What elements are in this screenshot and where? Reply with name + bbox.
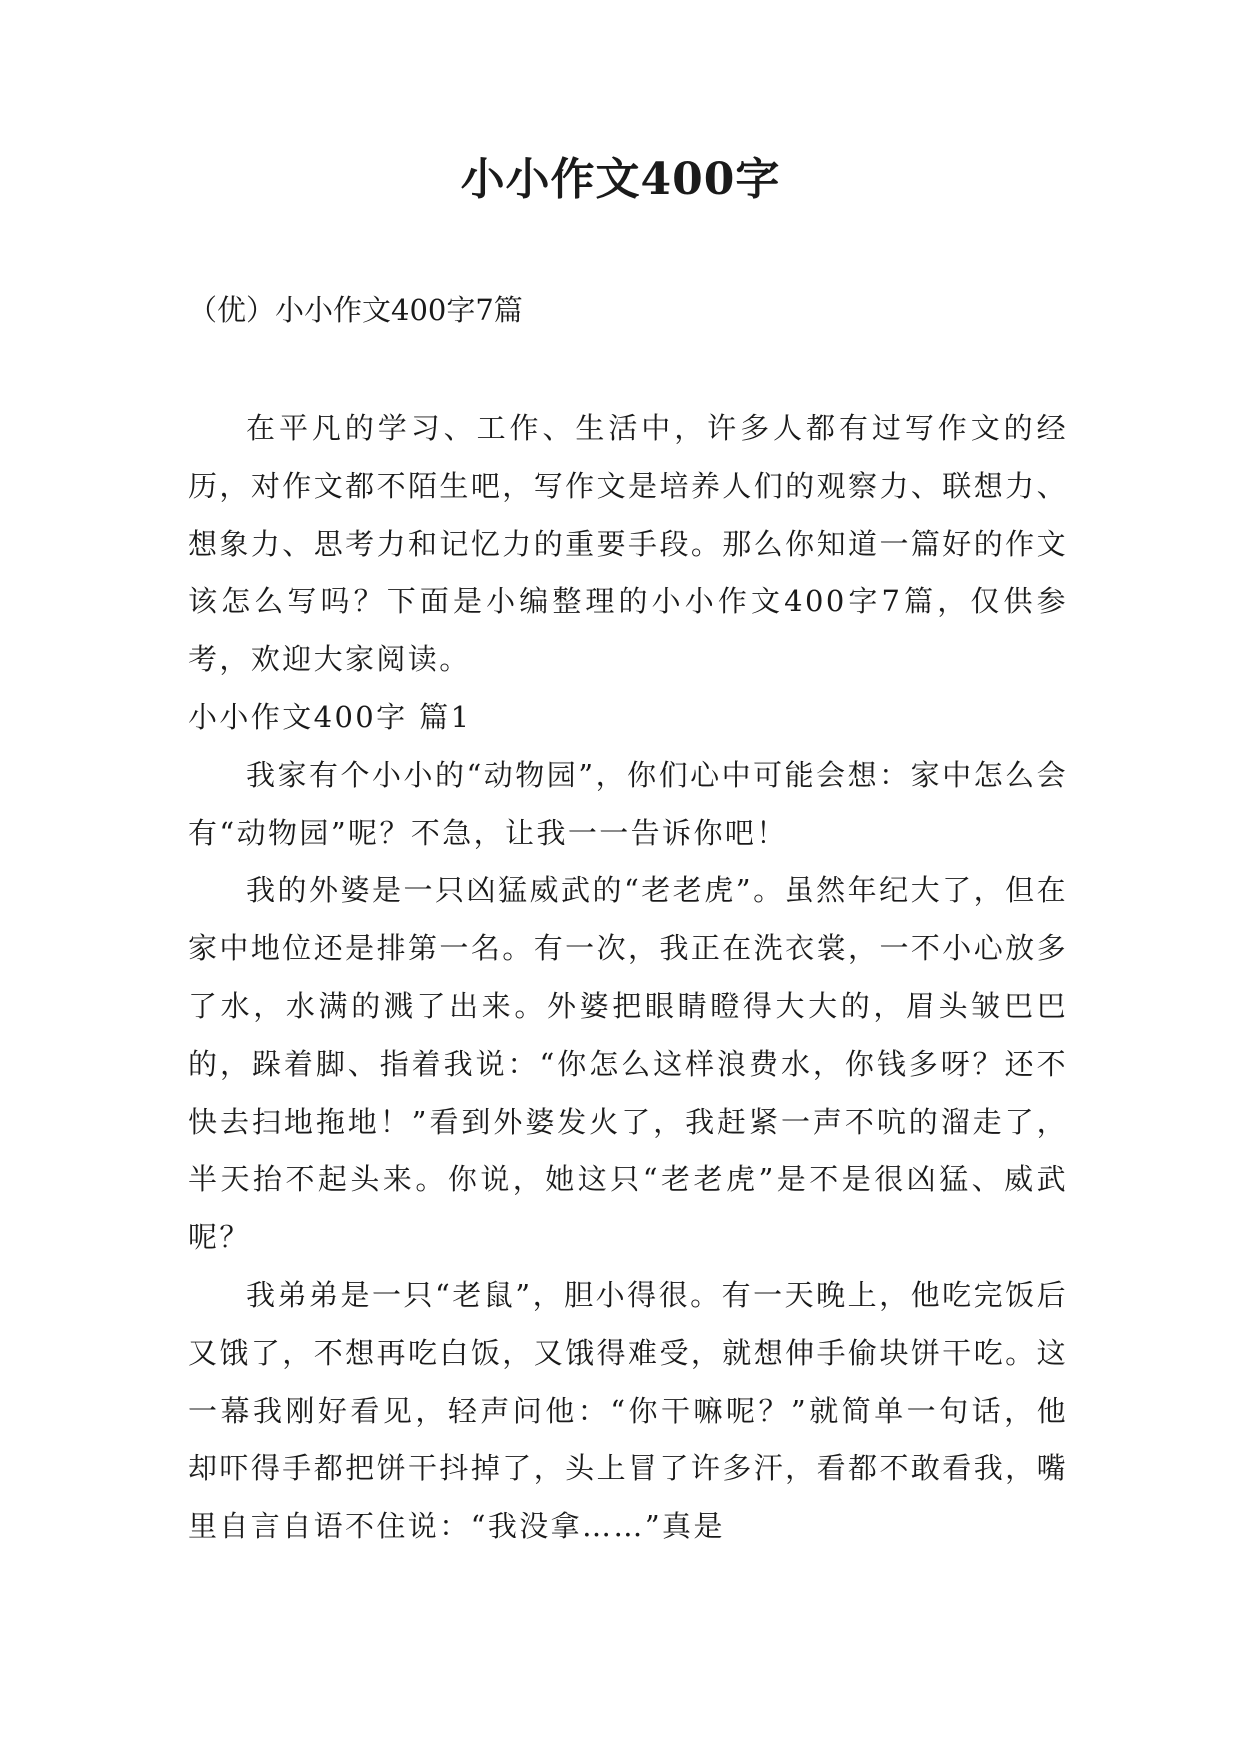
paragraph: 我家有个小小的“动物园”，你们心中可能会想：家中怎么会有“动物园”呢？不急，让我一一告诉你吧！ (188, 757, 1068, 850)
document-subtitle: （优）小小作文400字7篇 (188, 293, 523, 327)
paragraph: 我弟弟是一只“老鼠”，胆小得很。有一天晚上，他吃完饭后又饿了，不想再吃白饭，又饿得难受，就想伸手偷块饼干吃。这一幕我刚好看见，轻声问他：“你干嘛呢？”就简单一句话，他却吓得手都把饼干抖掉了，头上冒了许多汗，看都不敢看我，嘴里自言自语不住说：“我没拿……”真是 (188, 1277, 1068, 1544)
document-body (188, 400, 1068, 1556)
section-heading: 小小作文400字 篇1 (188, 699, 472, 734)
document-title: 小小作文400字 (460, 154, 781, 205)
intro-paragraph: 在平凡的学习、工作、生活中，许多人都有过写作文的经历，对作文都不陌生吧，写作文是培养人们的观察力、联想力、想象力、思考力和记忆力的重要手段。那么你知道一篇好的作文该怎么写吗？下面是小编整理的小小作文400字7篇，仅供参考，欢迎大家阅读。 (188, 411, 1068, 677)
paragraph: 我的外婆是一只凶猛威武的“老老虎”。虽然年纪大了，但在家中地位还是排第一名。有一次，我正在洗衣裳，一不小心放多了水，水满的溅了出来。外婆把眼睛瞪得大大的，眉头皱巴巴的，跺着脚、指着我说：“你怎么这样浪费水，你钱多呀？还不快去扫地拖地！”看到外婆发火了，我赶紧一声不吭的溜走了，半天抬不起头来。你说，她这只“老老虎”是不是很凶猛、威武呢？ (188, 873, 1068, 1255)
